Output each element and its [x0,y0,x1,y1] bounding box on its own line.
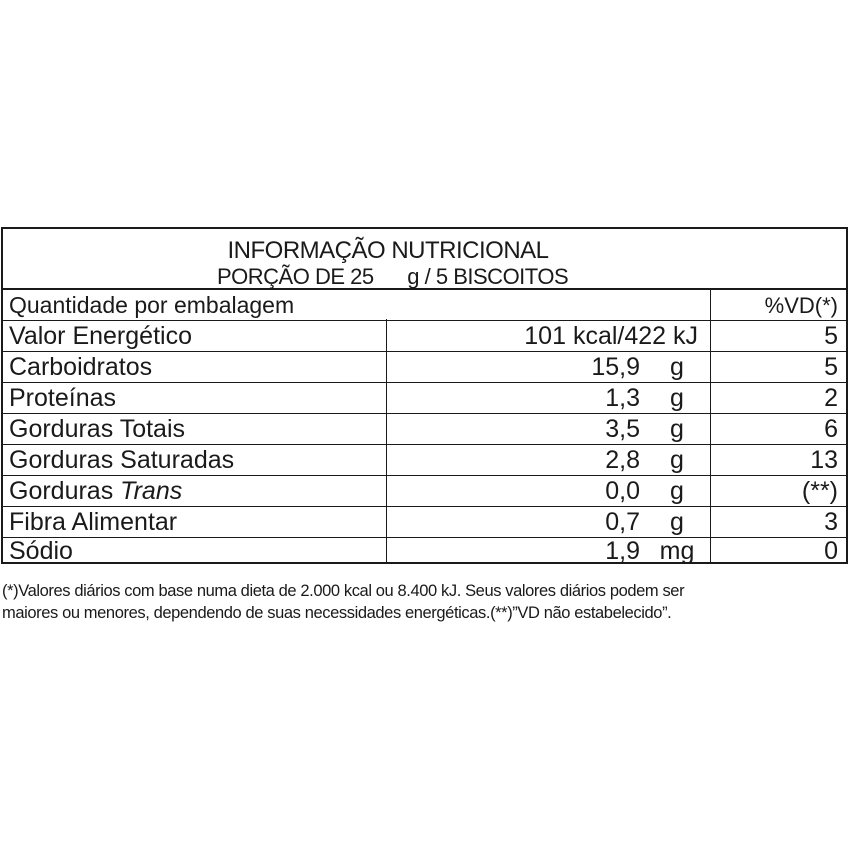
nutrient-unit: g [670,353,684,381]
nutrition-table [1,227,848,564]
table-title: INFORMAÇÃO NUTRICIONAL [227,237,549,264]
nutrient-value: 2,8 [605,446,640,474]
portion-suffix: g / 5 BISCOITOS [407,264,569,289]
column-header-row [3,290,846,321]
nutrient-label: Fibra Alimentar [9,508,178,536]
table-row [3,383,846,414]
footnote-line-2: maiores ou menores, dependendo de suas necessidades energéticas.(**)”VD não estabelecido”. [2,604,672,622]
nutrient-value: 0,7 [605,508,640,536]
nutrient-vd: 3 [824,508,838,536]
footnote [2,580,850,624]
nutrient-label-italic: Trans [120,477,183,505]
nutrient-label: Proteínas [9,384,117,412]
nutrient-label: Carboidratos [9,353,153,381]
nutrient-vd: 13 [810,446,838,474]
nutrient-unit: g [670,477,684,505]
vd-column-divider [710,290,711,562]
nutrient-vd: 5 [824,322,838,350]
nutrient-label: Valor Energético [9,322,192,350]
nutrient-unit: g [670,384,684,412]
quantity-label: Quantidade por embalagem [9,292,295,318]
table-row [3,352,846,383]
vd-label: %VD(*) [764,293,838,318]
table-row [3,476,846,507]
table-row [3,414,846,445]
nutrient-label [9,476,182,506]
nutrient-value: 3,5 [605,415,640,443]
portion-prefix: PORÇÃO DE 25 [217,264,374,289]
nutrient-label: Sódio [9,537,73,565]
nutrient-label: Gorduras Totais [9,415,186,443]
footnote-line-1: (*)Valores diários com base numa dieta de 2.000 kcal ou 8.400 kJ. Seus valores diários podem ser [2,582,685,600]
nutrient-value: 1,9 [605,537,640,565]
nutrient-label: Gorduras Saturadas [9,446,235,474]
nutrient-unit: g [670,415,684,443]
nutrient-vd: 2 [824,384,838,412]
nutrient-vd: 5 [824,353,838,381]
nutrient-vd: (**) [801,477,838,505]
nutrient-value: 15,9 [591,353,640,381]
table-row [3,445,846,476]
nutrient-amount: 101 kcal/422 kJ [524,322,698,350]
table-row [3,507,846,538]
nutrient-value: 0,0 [605,477,640,505]
table-header [3,229,846,290]
nutrient-unit: g [670,446,684,474]
table-row [3,321,846,352]
nutrient-value: 1,3 [605,384,640,412]
nutrient-vd: 6 [824,415,838,443]
nutrient-unit: g [670,508,684,536]
portion-info [217,264,568,290]
amount-column-divider [386,319,387,562]
nutrient-vd: 0 [824,537,838,565]
table-row [3,537,846,565]
nutrient-unit: mg [659,537,695,565]
nutrient-label-prefix: Gorduras [9,477,121,505]
